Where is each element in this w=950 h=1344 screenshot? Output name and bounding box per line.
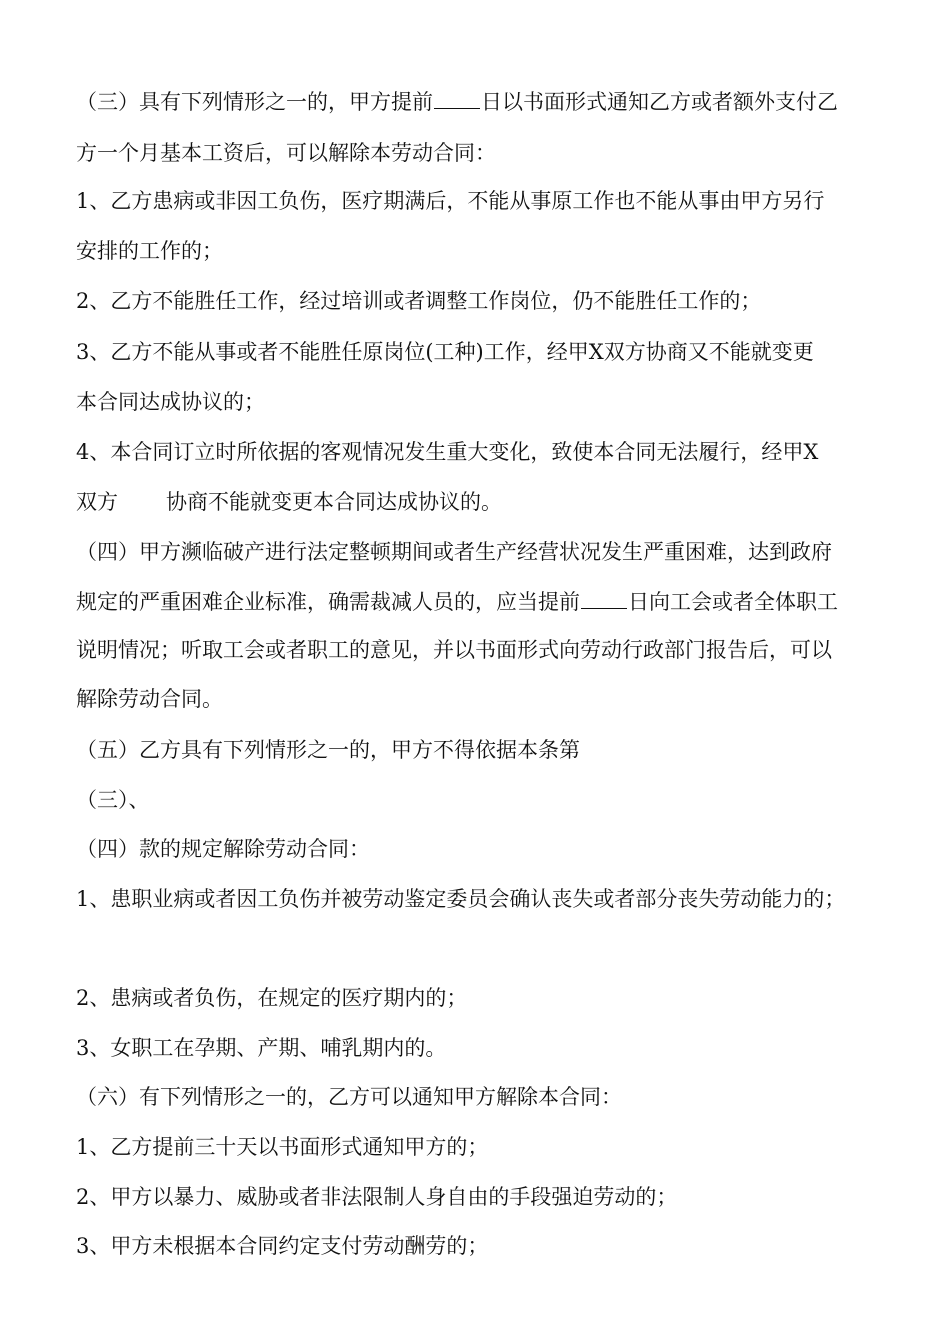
clause-5-reference-2: （四）款的规定解除劳动合同： bbox=[76, 837, 370, 861]
clause-5-reference-1: （三）、 bbox=[76, 788, 150, 812]
clause-4-line-3: 说明情况；听取工会或者职工的意见，并以书面形式向劳动行政部门报告后，可以 bbox=[76, 638, 832, 662]
clause-6-item-3: 3、甲方未根据本合同约定支付劳动酬劳的； bbox=[76, 1234, 489, 1258]
clause-3-intro-line-1 bbox=[76, 87, 906, 117]
clause-3-intro-line-2: 方一个月基本工资后，可以解除本劳动合同： bbox=[76, 141, 496, 165]
text-segment: 规定的严重困难企业标准，确需裁减人员的，应当提前 bbox=[76, 590, 580, 614]
text-segment: 协商不能就变更本合同达成协议的。 bbox=[166, 490, 502, 514]
clause-3-item-1-line-2: 安排的工作的； bbox=[76, 239, 223, 263]
clause-5-item-2: 2、患病或者负伤，在规定的医疗期内的； bbox=[76, 986, 468, 1010]
clause-3-item-3-line-2: 本合同达成协议的； bbox=[76, 390, 265, 414]
clause-4-line-2 bbox=[76, 587, 906, 617]
fill-in-blank bbox=[581, 590, 627, 609]
clause-5-intro: （五）乙方具有下列情形之一的，甲方不得依据本条第 bbox=[76, 738, 580, 762]
clause-6-item-1: 1、乙方提前三十天以书面形式通知甲方的； bbox=[76, 1135, 489, 1159]
clause-3-item-3-line-1: 3、乙方不能从事或者不能胜任原岗位(工种)工作，经甲X双方协商又不能就变更 bbox=[76, 340, 814, 364]
clause-4-line-4: 解除劳动合同。 bbox=[76, 687, 223, 711]
text-segment: 双方 bbox=[76, 490, 118, 514]
clause-5-item-3: 3、女职工在孕期、产期、哺乳期内的。 bbox=[76, 1036, 447, 1060]
clause-4-line-1: （四）甲方濒临破产进行法定整顿期间或者生产经营状况发生严重困难，达到政府 bbox=[76, 540, 832, 564]
clause-3-item-4-line-1: 4、本合同订立时所依据的客观情况发生重大变化，致使本合同无法履行，经甲X bbox=[76, 440, 819, 464]
clause-3-item-4-line-2 bbox=[76, 487, 906, 517]
text-segment: 日向工会或者全体职工 bbox=[628, 590, 838, 614]
clause-6-intro: （六）有下列情形之一的，乙方可以通知甲方解除本合同： bbox=[76, 1085, 622, 1109]
clause-3-item-1-line-1: 1、乙方患病或非因工负伤，医疗期满后，不能从事原工作也不能从事由甲方另行 bbox=[76, 189, 825, 213]
text-segment: 日以书面形式通知乙方或者额外支付乙 bbox=[481, 90, 838, 114]
clause-6-item-2: 2、甲方以暴力、威胁或者非法限制人身自由的手段强迫劳动的； bbox=[76, 1185, 678, 1209]
text-segment: （三）具有下列情形之一的，甲方提前 bbox=[76, 90, 433, 114]
clause-5-item-1: 1、患职业病或者因工负伤并被劳动鉴定委员会确认丧失或者部分丧失劳动能力的； bbox=[76, 887, 846, 911]
fill-in-blank bbox=[434, 90, 480, 109]
clause-3-item-2: 2、乙方不能胜任工作，经过培训或者调整工作岗位，仍不能胜任工作的； bbox=[76, 289, 762, 313]
